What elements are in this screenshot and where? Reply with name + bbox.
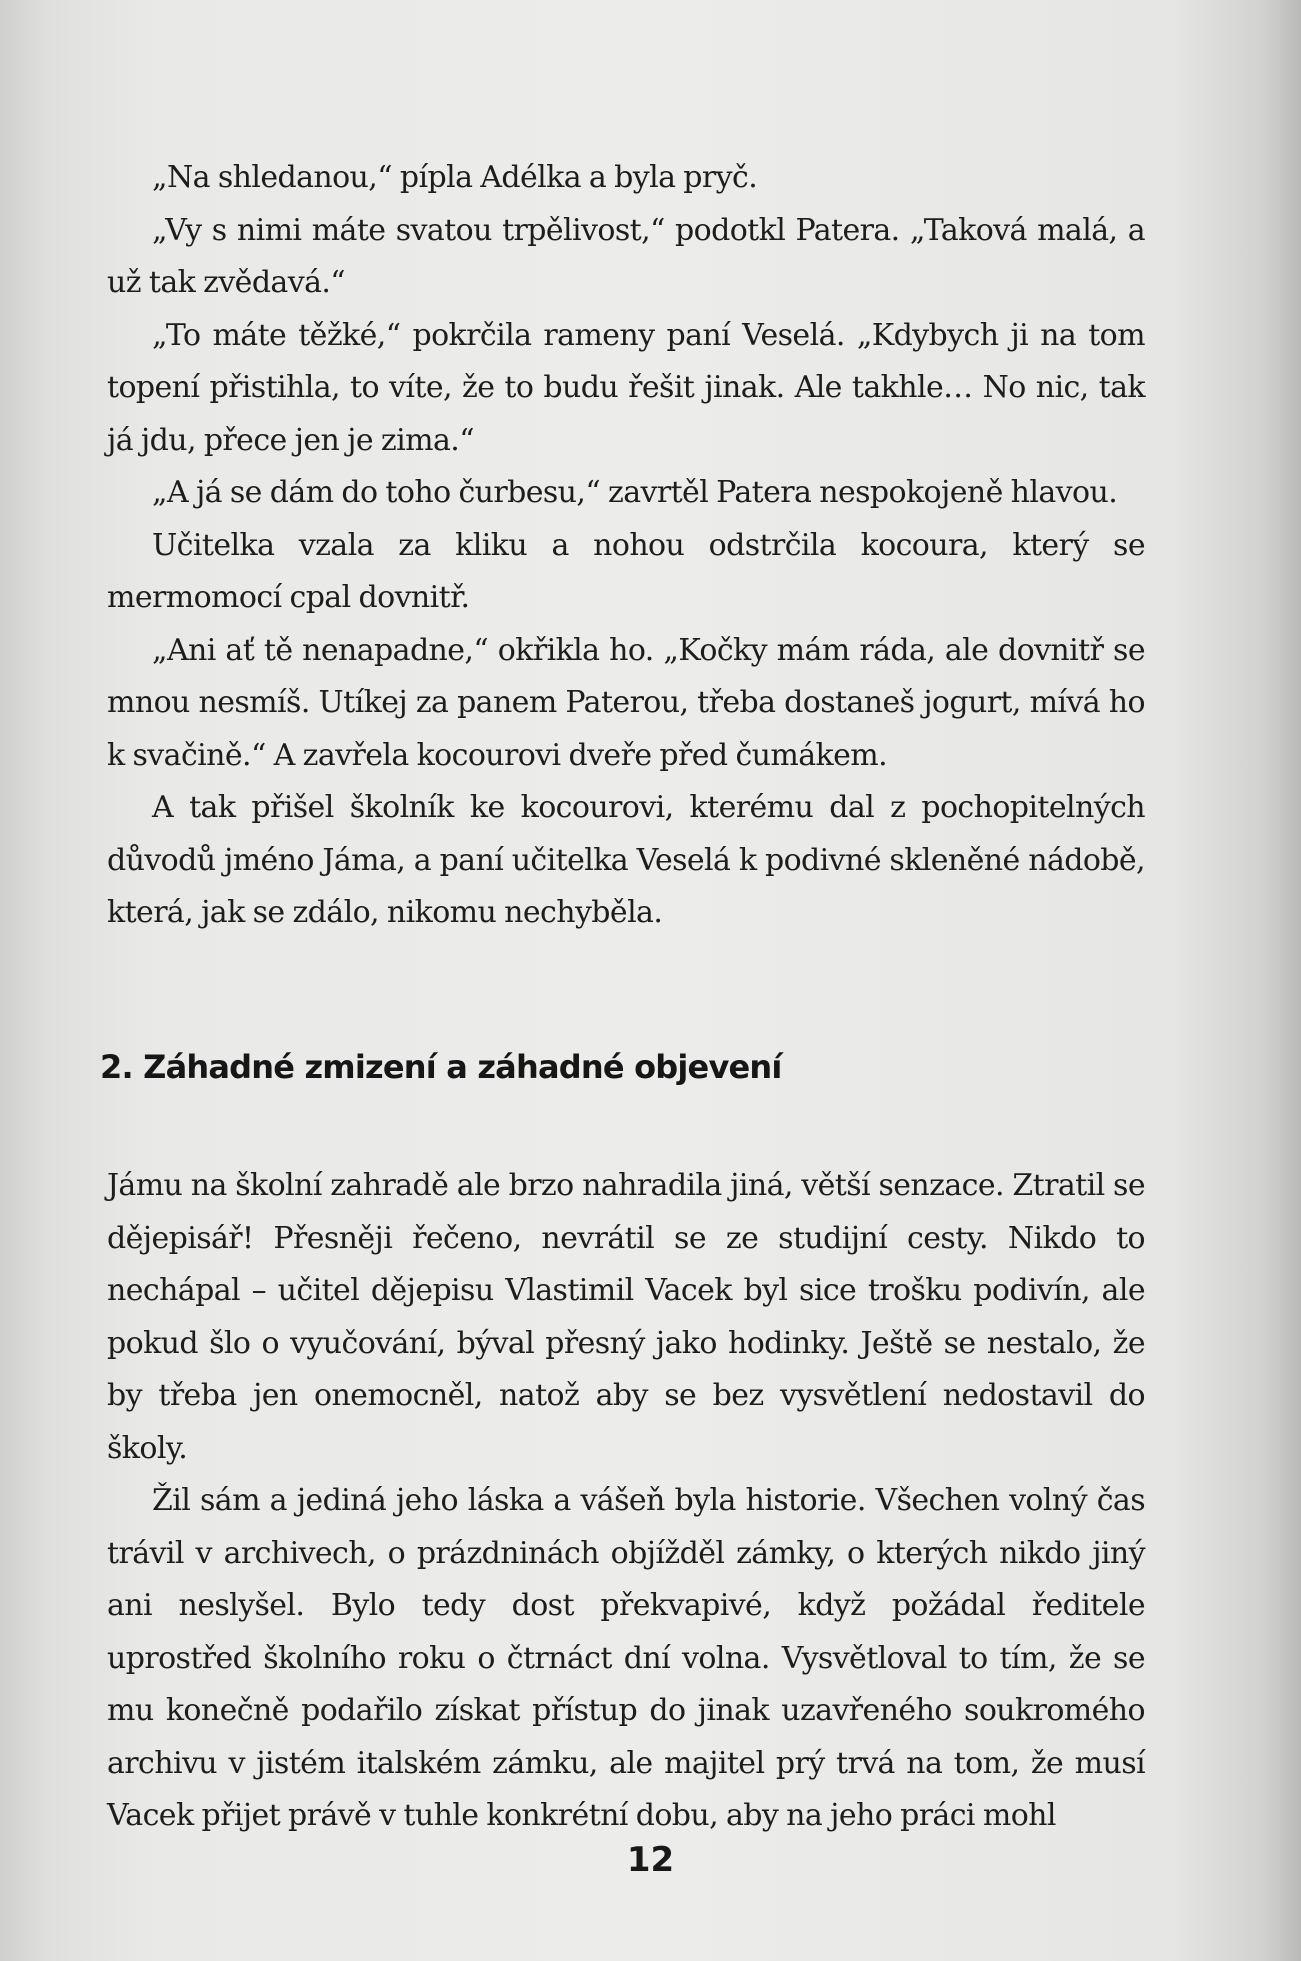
paragraph: „Ani ať tě nenapadne,“ okřikla ho. „Kočky mám ráda, ale dovnitř se mnou nesmíš. Utíkej za panem Paterou, třeba dostaneš jogurt, mívá ho k svačině.“ A zavřela kocourovi dveře před čumákem.: [107, 632, 1145, 773]
paragraph: „A já se dám do toho čurbesu,“ zavrtěl Patera nespokojeně hlavou.: [152, 475, 1118, 510]
chapter-heading: 2. Záhadné zmizení a záhadné objevení: [100, 1048, 782, 1086]
paragraph: Učitelka vzala za kliku a nohou odstrčila kocoura, který se mermomocí cpal dovnitř.: [107, 527, 1145, 615]
paragraph: „Na shledanou,“ pípla Adélka a byla pryč.: [152, 160, 758, 195]
paragraph: Žil sám a jediná jeho láska a vášeň byla historie. Všechen volný čas trávil v archivech, o prázdninách objížděl zámky, o kterých nikdo jiný ani neslyšel. Bylo tedy dost překvapivé, když požádal ředitele uprostřed školního roku o čtrnáct dní volna. Vysvětloval to tím, že se mu konečně podařilo získat přístup do jinak uzavřeného soukromého archivu v jistém italském zámku, ale majitel prý trvá na tom, že musí Vacek přijet právě v tuhle konkrétní dobu, aby na jeho práci mohl: [107, 1483, 1145, 1833]
paragraph: „Vy s nimi máte svatou trpělivost,“ podotkl Patera. „Taková malá, a už tak zvědavá.“: [107, 212, 1145, 300]
text-block-bottom: [107, 1160, 1145, 1843]
text-block-top: [107, 152, 1145, 940]
paragraph: „To máte těžké,“ pokrčila rameny paní Veselá. „Kdybych ji na tom topení přistihla, to víte, že to budu řešit jinak. Ale takhle… No nic, tak já jdu, přece jen je zima.“: [107, 317, 1145, 458]
paragraph: Jámu na školní zahradě ale brzo nahradila jiná, větší senzace. Ztratil se dějepisář! Přesněji řečeno, nevrátil se ze studijní cesty. Nikdo to nechápal – učitel dějepisu Vlastimil Vacek byl sice trošku podivín, ale pokud šlo o vyučování, býval přesný jako hodinky. Ještě se nestalo, že by třeba jen onemocněl, natož aby se bez vysvětlení nedostavil do školy.: [107, 1168, 1145, 1466]
page-number: 12: [626, 1840, 675, 1880]
paragraph: A tak přišel školník ke kocourovi, kterému dal z pochopitelných důvodů jméno Jáma, a paní učitelka Veselá k podivné skleněné nádobě, která, jak se zdálo, nikomu nechyběla.: [107, 790, 1145, 930]
